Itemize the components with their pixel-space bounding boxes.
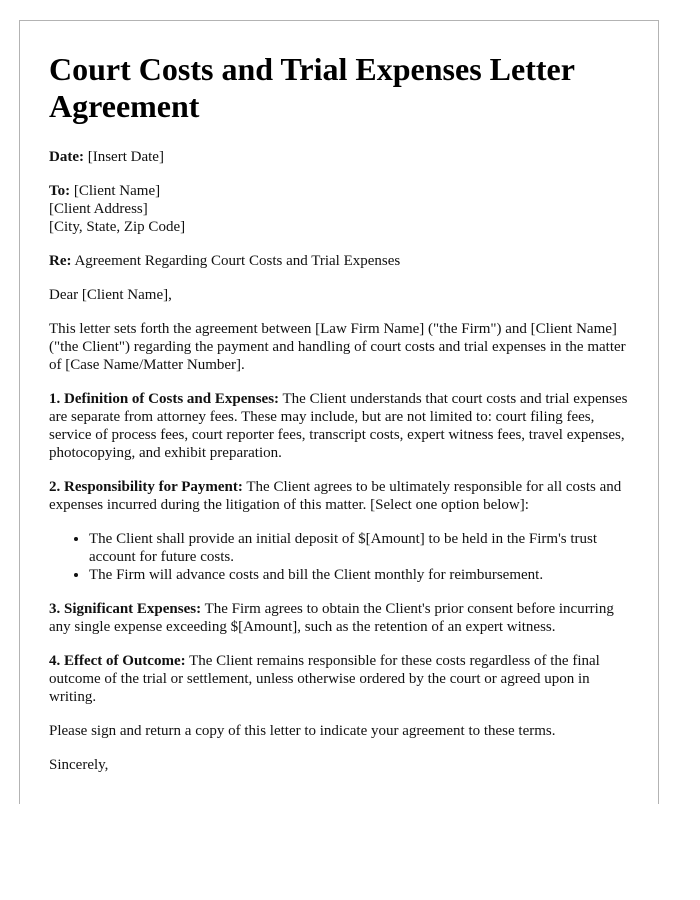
- list-item: • The Client shall provide an initial deposit of $[Amount] to be held in the Firm's trust account for future costs.: [89, 530, 629, 566]
- letter-page: [19, 20, 659, 804]
- date-value: [Insert Date]: [87, 149, 164, 165]
- recipient-name: [Client Name]: [73, 183, 161, 199]
- subject-value: Agreement Regarding Court Costs and Trial Expenses: [74, 253, 401, 269]
- section-significant-expenses: [49, 600, 629, 636]
- section-responsibility: [49, 478, 629, 514]
- subject-line: [49, 252, 629, 270]
- list-item: • The Firm will advance costs and bill the Client monthly for reimbursement.: [89, 566, 629, 584]
- date-label: Date:: [49, 149, 84, 165]
- section-heading: 3. Significant Expenses:: [49, 601, 202, 617]
- page-title: Court Costs and Trial Expenses Letter Agreement: [49, 51, 575, 124]
- recipient-city: [City, State, Zip Code]: [49, 219, 186, 235]
- section-heading: 4. Effect of Outcome:: [49, 653, 186, 669]
- salutation: Dear [Client Name],: [49, 287, 172, 303]
- recipient-address: [Client Address]: [49, 201, 148, 217]
- closing: Sincerely,: [49, 757, 109, 773]
- recipient-block: [49, 182, 629, 236]
- payment-options-list: [49, 530, 629, 584]
- section-effect-of-outcome: [49, 652, 629, 706]
- section-heading: 1. Definition of Costs and Expenses:: [49, 391, 280, 407]
- section-heading: 2. Responsibility for Payment:: [49, 479, 243, 495]
- section-definition: [49, 390, 629, 462]
- intro-paragraph: This letter sets forth the agreement between [Law Firm Name] ("the Firm") and [Client Name] ("the Client") regarding the payment and handling of court costs and trial expenses in the matter of [Case Name/Matter Number].: [49, 321, 626, 373]
- section-text: The Client understands that court costs and trial expenses are separate from attorney fees. These may include, but are not limited to: court filing fees, service of process fees, court reporter fees, transcript costs, expert witness fees, travel expenses, photocopying, and exhibit preparation.: [49, 391, 628, 461]
- recipient-name-line: [49, 182, 629, 200]
- closing-request: Please sign and return a copy of this letter to indicate your agreement to these terms.: [49, 723, 556, 739]
- section-text: The Client remains responsible for these costs regardless of the final outcome of the trial or settlement, unless otherwise ordered by the court or agreed upon in writing.: [49, 653, 600, 705]
- section-text: The Firm agrees to obtain the Client's prior consent before incurring any single expense exceeding $[Amount], such as the retention of an expert witness.: [49, 601, 614, 635]
- section-text: The Client agrees to be ultimately responsible for all costs and expenses incurred during the litigation of this matter. [Select one option below]:: [49, 479, 622, 513]
- re-label: Re:: [49, 253, 72, 269]
- date-line: [49, 148, 629, 166]
- to-label: To:: [49, 183, 71, 199]
